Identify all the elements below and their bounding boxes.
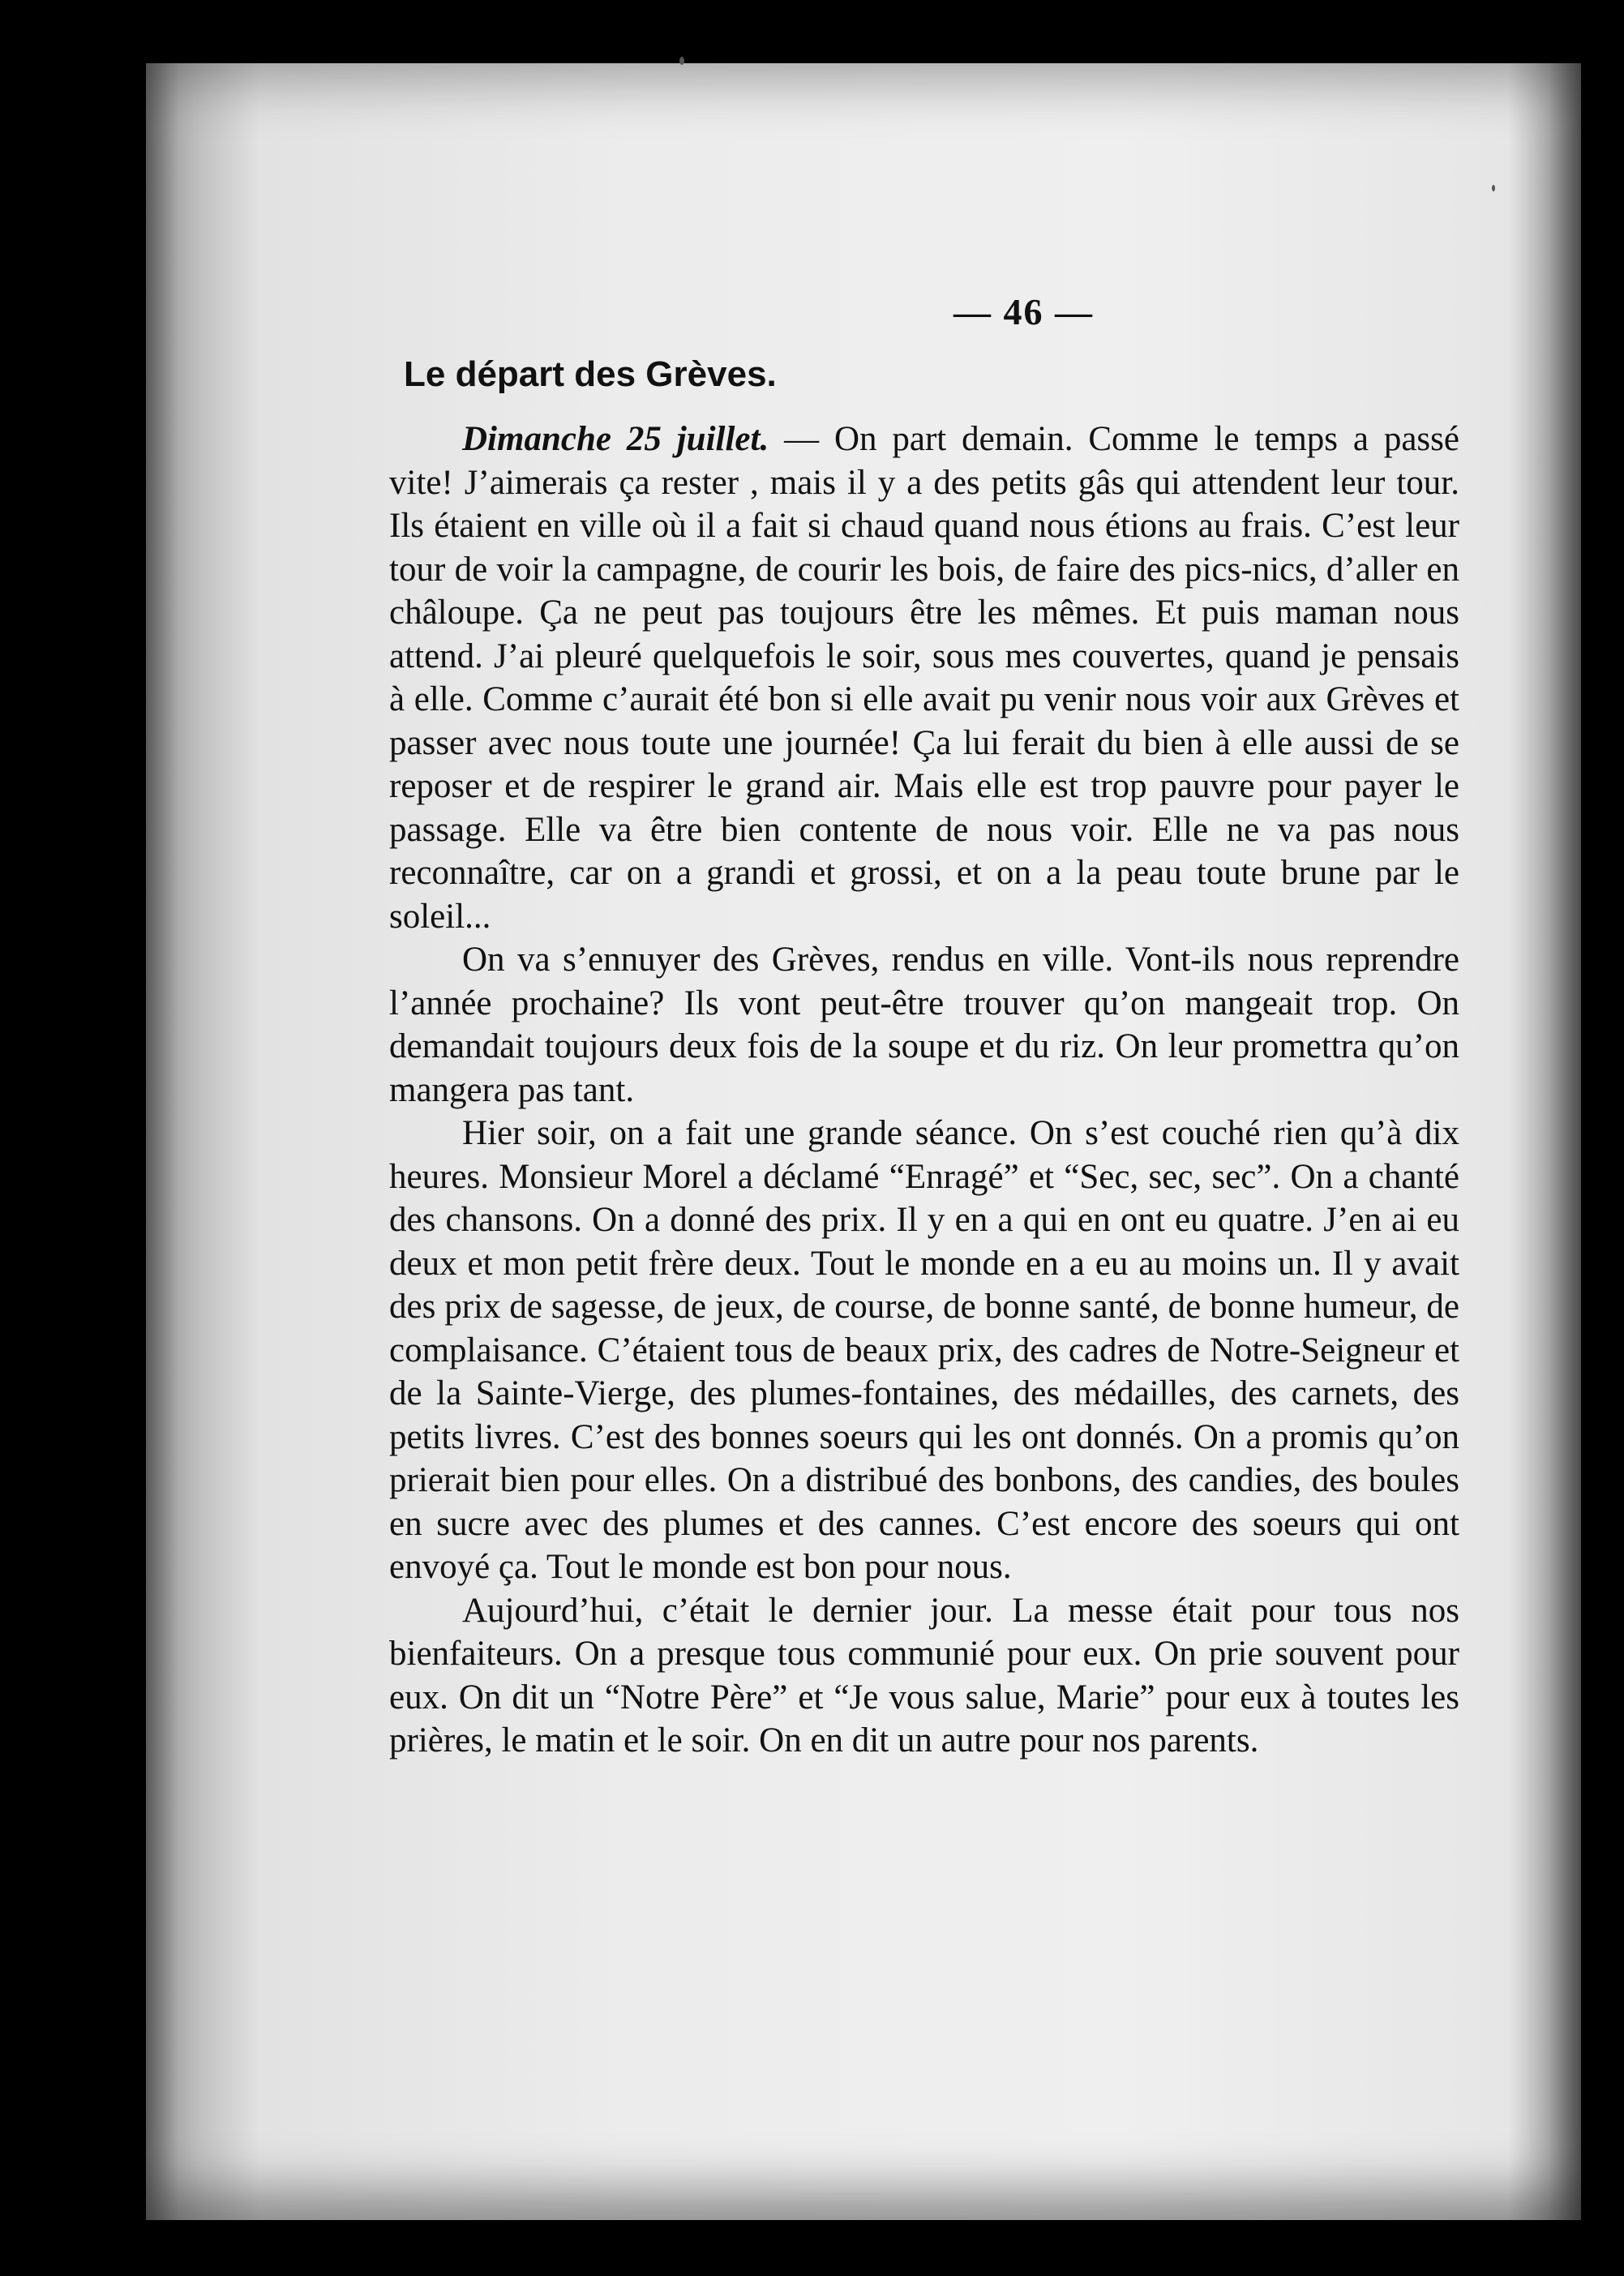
scanned-page [146,63,1581,2220]
paragraph-text: Aujourd’hui, c’était le dernier jour. La messe était pour tous nos bienfaiteurs. On a presque tous communié pour eux. On prie souvent pour eux. On dit un “Notre Père” et “Je vous salue, Marie” pour eux à toutes les prières, le matin et le soir. On en dit un autre pour nos parents. [389,1591,1459,1760]
paragraph-text: On va s’ennuyer des Grèves, rendus en ville. Vont-ils nous reprendre l’année prochaine? Ils vont peut-être trouver qu’on mangeait trop. On demandait toujours deux fois de la soupe et du riz. On leur promettra qu’on mangera pas tant. [389,941,1459,1109]
paragraph-3 [389,1112,1459,1589]
date-lead: Dimanche 25 juillet. [462,420,769,458]
page-content [389,290,1459,1763]
scan-speck [1492,185,1495,191]
paragraph-4 [389,1589,1459,1763]
paragraph-text: — On part demain. Comme le temps a passé vite! J’aimerais ça rester , mais il y a des petits gâs qui attendent leur tour. Ils étaient en ville où il a fait si chaud quand nous étions au frais. C’est leur tour de voir la campagne, de courir les bois, de faire des pics-nics, d’aller en châloupe. Ça ne peut pas toujours être les mêmes. Et puis maman nous attend. J’ai pleuré quelquefois le soir, sous mes couvertes, quand je pensais à elle. Comme c’aurait été bon si elle avait pu venir nous voir aux Grèves et passer avec nous toute une journée! Ça lui ferait du bien à elle aussi de se reposer et de respirer le grand air. Mais elle est trop pauvre pour payer le passage. Elle va être bien contente de nous voir. Elle ne va pas nous reconnaître, car on a grandi et grossi, et on a la peau toute brune par le soleil... [389,420,1459,936]
paragraph-text: Hier soir, on a fait une grande séance. On s’est couché rien qu’à dix heures. Monsieur Morel a déclamé “Enragé” et “Sec, sec, sec”. On a chanté des chansons. On a donné des prix. Il y en a qui en ont eu quatre. J’en ai eu deux et mon petit frère deux. Tout le monde en a eu au moins un. Il y avait des prix de sagesse, de jeux, de course, de bonne santé, de bonne humeur, de complaisance. C’étaient tous de beaux prix, des cadres de Notre-Seigneur et de la Sainte-Vierge, des plumes-fontaines, des médailles, des carnets, des petits livres. C’est des bonnes soeurs qui les ont donnés. On a promis qu’on prierait bien pour elles. On a distribué des bonbons, des candies, des boules en sucre avec des plumes et des cannes. C’est encore des soeurs qui ont envoyé ça. Tout le monde est bon pour nous. [389,1114,1459,1586]
page-number: — 46 — [953,291,1094,332]
section-title: Le départ des Grèves. [404,354,777,394]
paragraph-2 [389,938,1459,1112]
paragraph-1 [389,418,1459,938]
scan-speck [679,57,684,65]
